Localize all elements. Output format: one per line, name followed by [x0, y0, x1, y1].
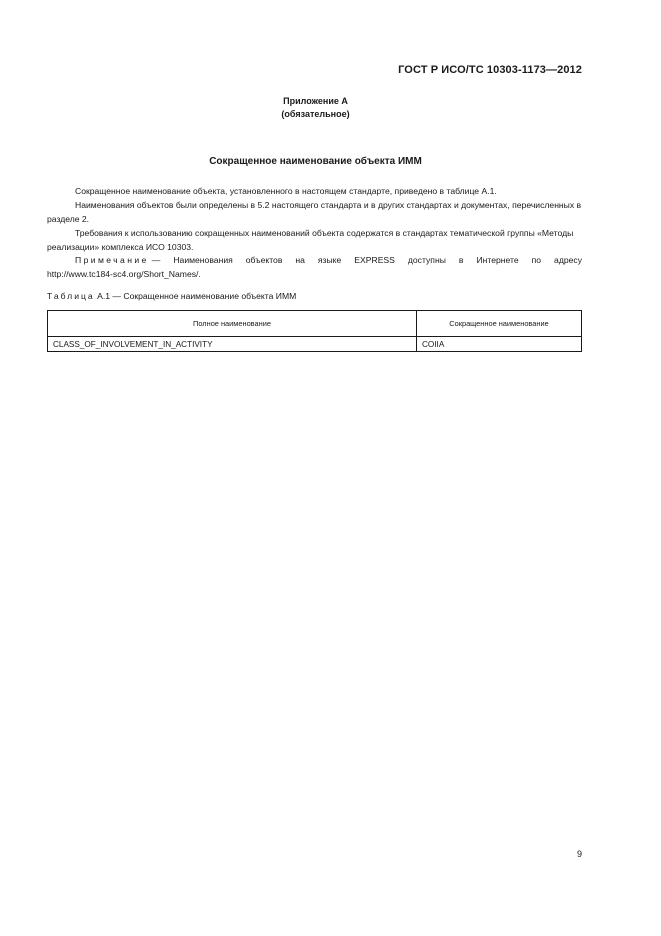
annex-title: Приложение А [283, 96, 348, 106]
paragraph: Наименования объектов были определены в 5.2 настоящего стандарта и в других стандартах и документах, перечисленных в разделе 2. [47, 200, 582, 224]
header-short-name: Сокращенное наименование [417, 311, 582, 337]
note [47, 253, 582, 281]
note-line [47, 253, 582, 267]
cell-full-name: CLASS_OF_INVOLVEMENT_IN_ACTIVITY [48, 337, 417, 352]
header-full-name: Полное наименование [48, 311, 417, 337]
note-label: Примечание [75, 255, 149, 265]
table-caption-text: А.1 — Сокращенное наименование объекта ИММ [97, 291, 297, 301]
section-title: Сокращенное наименование объекта ИММ [209, 156, 422, 167]
note-url: http://www.tc184-sc4.org/Short_Names/. [47, 269, 201, 279]
annex-heading [0, 95, 631, 121]
table-header-row [48, 311, 582, 337]
standard-code: ГОСТ Р ИСО/ТС 10303-1173—2012 [398, 64, 582, 76]
body-paragraphs [47, 184, 582, 254]
table-row [48, 337, 582, 352]
short-names-table [47, 310, 582, 352]
cell-short-name: COIIA [417, 337, 582, 352]
page-number: 9 [576, 849, 582, 859]
paragraph: Сокращенное наименование объекта, установленного в настоящем стандарте, приведено в таблице А.1. [75, 186, 497, 196]
annex-status: (обязательное) [281, 109, 350, 119]
paragraph: Требования к использованию сокращенных наименований объекта содержатся в стандартах тематической группы «Методы реализации» комплекса ИСО 10303. [47, 228, 574, 252]
table-caption-label: Таблица [47, 291, 95, 301]
table-caption [47, 291, 296, 301]
note-text: — Наименования объектов на языке EXPRESS доступны в Интернете по адресу [151, 255, 582, 265]
